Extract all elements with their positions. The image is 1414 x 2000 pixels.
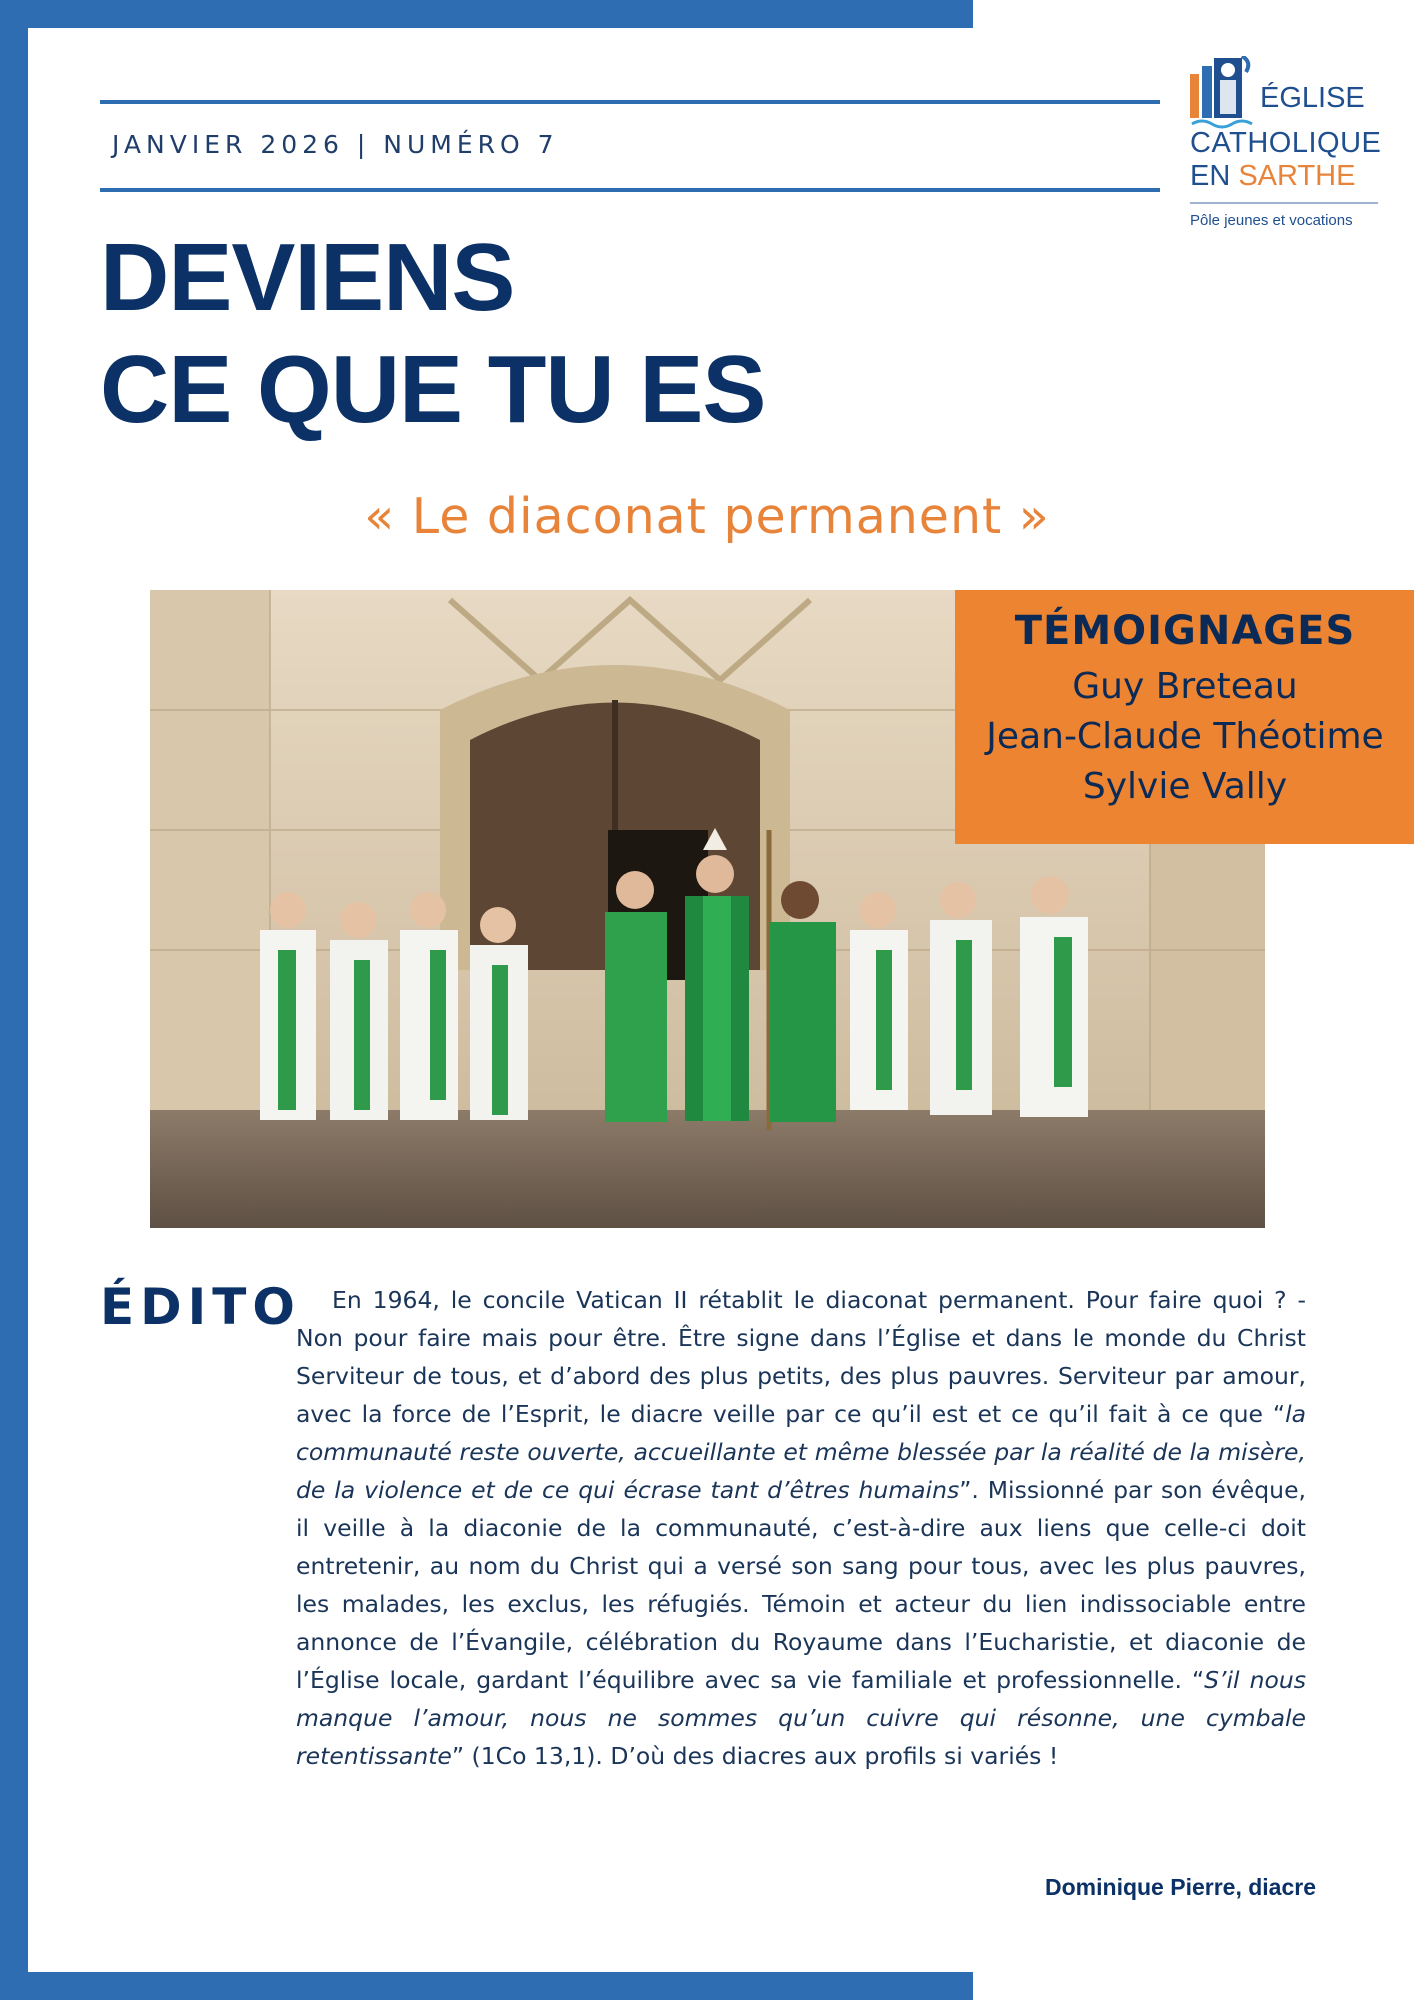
- page-title-line-1: DEVIENS: [100, 224, 515, 331]
- testimonials-box: [955, 590, 1414, 844]
- edito-label: ÉDITO: [100, 1278, 301, 1336]
- logo-divider: [1190, 202, 1378, 204]
- frame-bottom-bar: [0, 1972, 973, 2000]
- testimonials-names: [955, 662, 1414, 812]
- logo-word-en-sarthe: [1190, 160, 1355, 193]
- page-subtitle: « Le diaconat permanent »: [364, 488, 1050, 545]
- edito-body: [296, 1281, 1306, 1775]
- logo-tagline: Pôle jeunes et vocations: [1190, 212, 1353, 229]
- logo-word-en: EN: [1190, 160, 1239, 192]
- frame-top-bar: [0, 0, 973, 28]
- edito-quote-2: S’il nous manque l’amour, nous ne sommes qu’un cuivre qui résonne, une cymbale retentissante: [296, 1666, 1306, 1770]
- issue-line: JANVIER 2026 | NUMÉRO 7: [112, 130, 559, 159]
- testimonial-name: Sylvie Vally: [1082, 766, 1288, 807]
- header-rule-bottom: [100, 188, 1160, 192]
- logo-word-sarthe: SARTHE: [1238, 160, 1356, 192]
- frame-left-bar: [0, 0, 28, 2000]
- edito-quote-1: la communauté reste ouverte, accueillante et même blessée par la réalité de la misère, de la violence et de ce qui écrase tant d’êtres humains: [296, 1400, 1306, 1504]
- edito-text-2: ”. Missionné par son évêque, il veille à la diaconie de la communauté, c’est-à-dire aux liens que celle-ci doit entretenir, au nom du Christ qui a versé son sang pour tous, avec les plus pauvres, les malades, les exclus, les réfugiés. Témoin et acteur du lien indissociable entre annonce de l’Évangile, célébration du Royaume dans l’Eucharistie, et diaconie de l’Église locale, gardant l’équilibre avec sa vie familiale et professionnelle. “: [296, 1476, 1306, 1694]
- diocese-logo: [1190, 52, 1385, 242]
- testimonial-name: Guy Breteau: [1072, 666, 1298, 707]
- edito-text-1: En 1964, le concile Vatican II rétablit le diaconat permanent. Pour faire quoi ? - Non pour faire mais pour être. Être signe dans l’Église et dans le monde du Christ Serviteur de tous, et d’abord des plus petits, des plus pauvres. Serviteur par amour, avec la force de l’Esprit, le diacre veille par ce qu’il est et ce qu’il fait à ce que “: [296, 1286, 1306, 1428]
- logo-word-eglise: ÉGLISE: [1260, 82, 1365, 114]
- header-rule-top: [100, 100, 1160, 104]
- edito-signature: Dominique Pierre, diacre: [1045, 1874, 1316, 1900]
- logo-word-catholique: CATHOLIQUE: [1190, 127, 1382, 159]
- testimonial-name: Jean-Claude Théotime: [986, 716, 1384, 757]
- page-title: [100, 222, 765, 446]
- page-title-line-2: CE QUE TU ES: [100, 336, 766, 443]
- testimonials-heading: TÉMOIGNAGES: [1014, 608, 1356, 654]
- edito-text-3: ” (1Co 13,1). D’où des diacres aux profils si variés !: [451, 1742, 1059, 1770]
- saint-figure-icon: [1190, 56, 1256, 130]
